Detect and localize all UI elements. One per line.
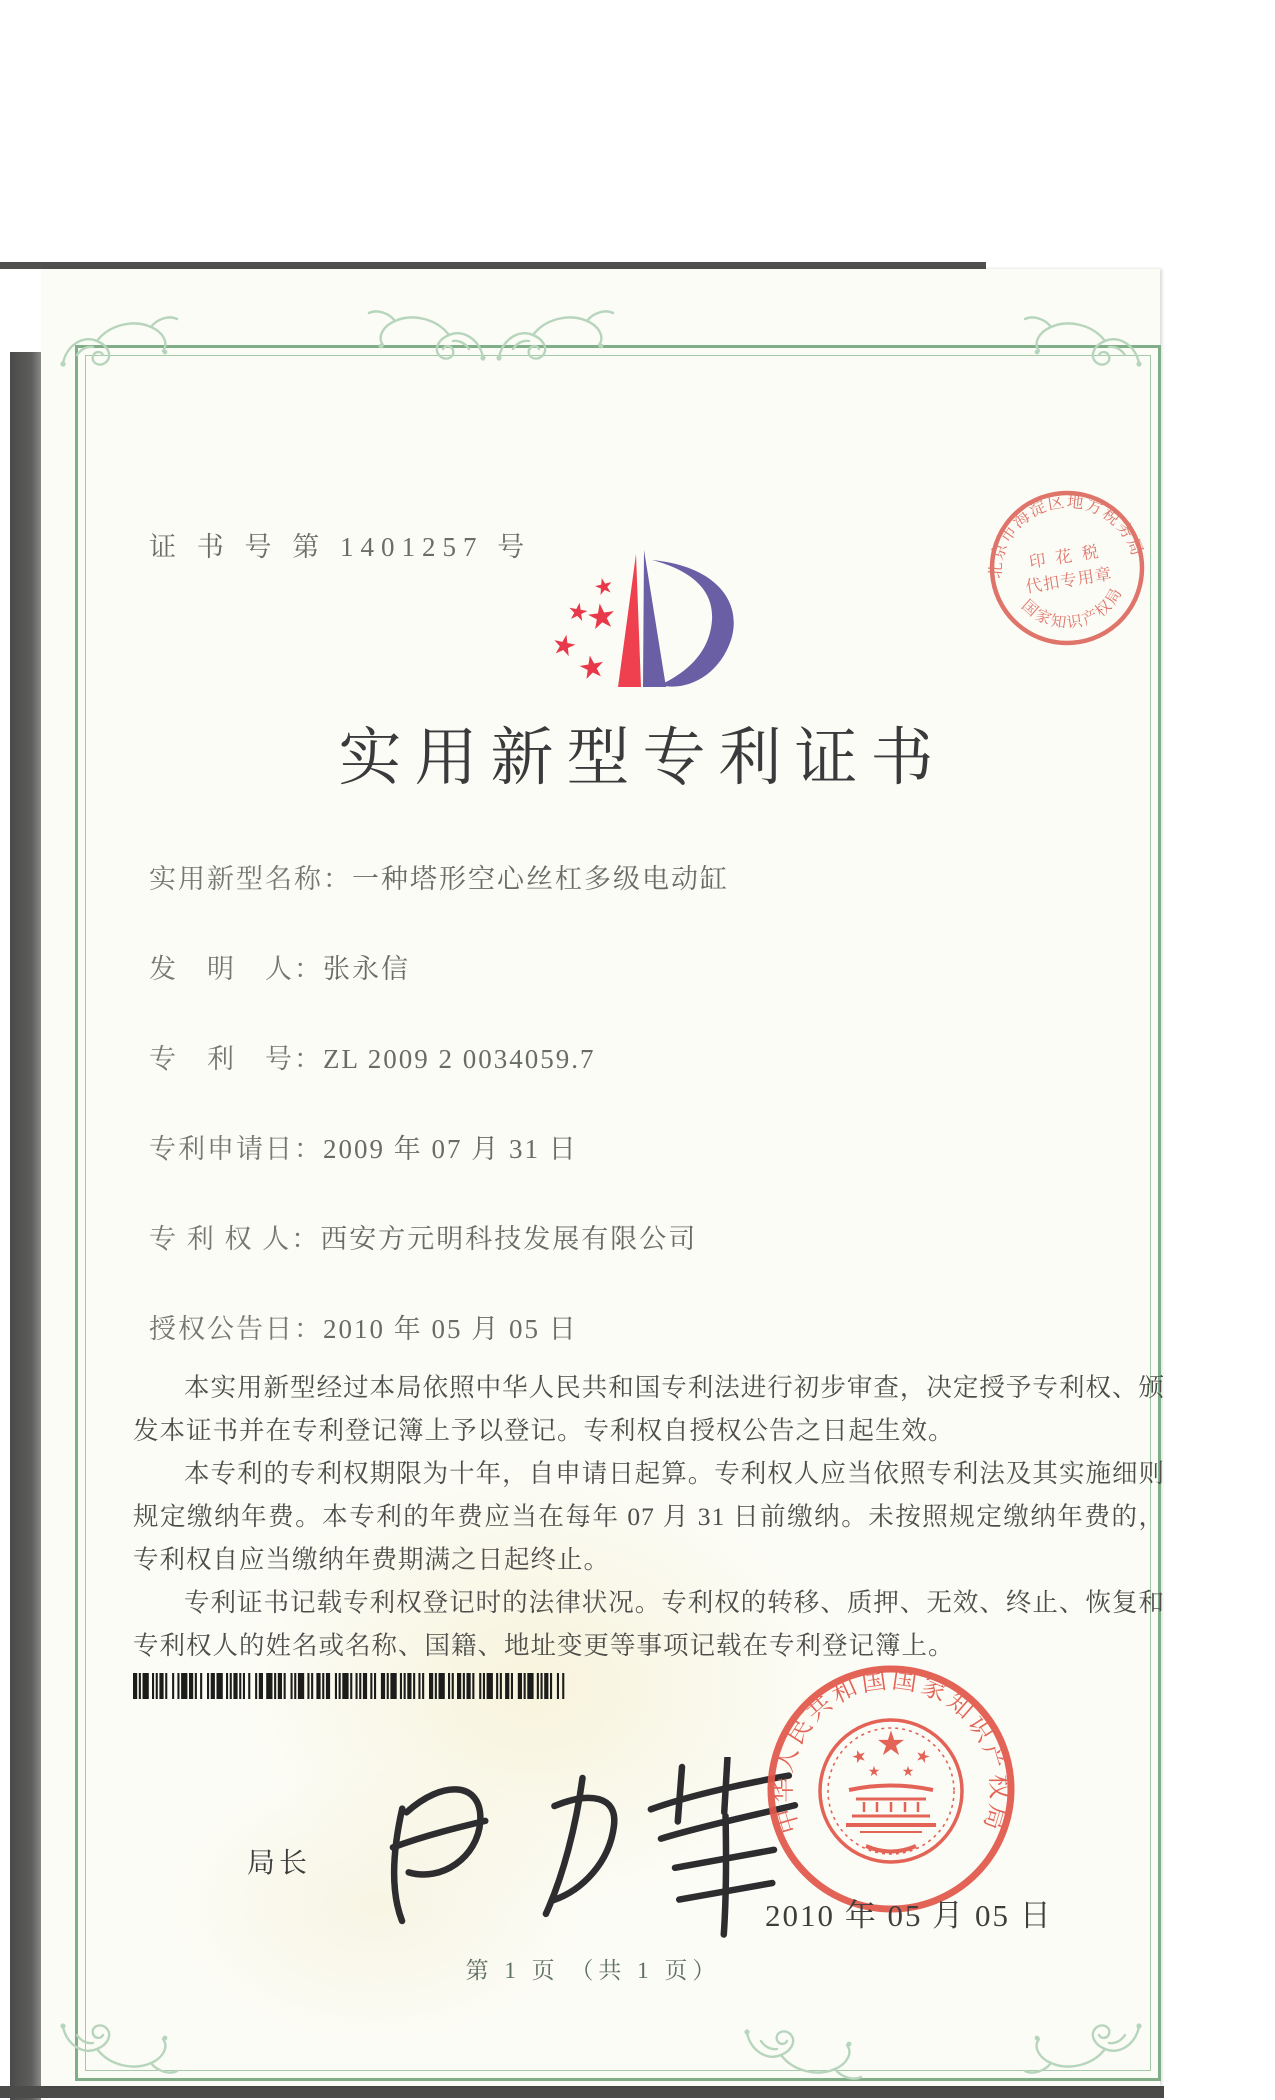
issue-date: 2010 年 05 月 05 日: [765, 1898, 1053, 1933]
field-row-inventor: [149, 947, 1129, 986]
emblem-star-icon: ★: [875, 1726, 907, 1763]
legal-text-block: [133, 1366, 1165, 1667]
logo-star-icon: ★: [591, 571, 617, 601]
certificate-title: 实用新型专利证书: [338, 723, 947, 793]
field-label: 实用新型名称：: [149, 864, 352, 894]
scan-edge-left: [10, 352, 41, 2100]
tax-stamp-arc-bottom-text: 国家知识产权局: [1018, 583, 1127, 633]
corner-flourish-bottom-left: [57, 2017, 187, 2079]
logo-star-icon: ★: [548, 628, 580, 665]
corner-flourish-bottom-right: [1015, 2017, 1145, 2079]
cnipa-logo-graphic: [511, 539, 771, 699]
field-row-patentee: [149, 1217, 1129, 1256]
field-row-filing-date: [149, 1127, 1129, 1166]
tax-stamp-center-line1: 印 花 税: [1027, 541, 1103, 572]
tax-stamp-center-line2: 代扣专用章: [1024, 564, 1114, 597]
field-value: 一种塔形空心丝杠多级电动缸: [352, 864, 729, 894]
center-flourish-top-right: [493, 305, 623, 367]
center-flourish-bottom: [741, 2023, 871, 2085]
field-value: 张永信: [323, 954, 410, 984]
body-paragraph: 本实用新型经过本局依照中华人民共和国专利法进行初步审查，决定授予专利权、颁发本证书并在专利登记簿上予以登记。专利权自授权公告之日起生效。: [133, 1373, 1165, 1445]
logo-star-icon: ★: [575, 647, 609, 687]
field-value: 2010 年 05 月 05 日: [323, 1314, 578, 1344]
barcode: [133, 1673, 565, 1699]
emblem-star-icon: ★: [848, 1745, 870, 1768]
field-label: 授权公告日：: [149, 1314, 323, 1344]
cnipa-logo: [511, 539, 771, 699]
field-label: 发 明 人：: [149, 954, 323, 984]
logo-star-icon: ★: [564, 598, 591, 628]
tax-stamp: [973, 474, 1161, 662]
field-label: 专 利 权 人：: [149, 1224, 321, 1254]
field-value: 西安方元明科技发展有限公司: [320, 1224, 698, 1254]
field-value: ZL 2009 2 0034059.7: [323, 1044, 596, 1074]
director-label: 局长: [247, 1847, 312, 1878]
tax-stamp-arc-top-text: 北京市海淀区地方税务局: [985, 491, 1148, 580]
office-seal: [762, 1660, 1020, 1918]
field-row-grant-date: [149, 1307, 1129, 1346]
corner-flourish-top-left: [57, 311, 187, 373]
national-emblem: [820, 1720, 962, 1862]
scan-edge-top: [0, 262, 986, 269]
logo-purple-bowl: [652, 560, 734, 687]
field-label: 专 利 号：: [149, 1044, 323, 1074]
logo-star-icon: ★: [583, 597, 620, 638]
center-flourish-top-left: [359, 305, 489, 367]
logo-red-spike: [618, 554, 641, 687]
emblem-star-icon: ★: [912, 1745, 934, 1768]
field-value: 2009 年 07 月 31 日: [323, 1134, 578, 1164]
field-row-patent-no: [149, 1037, 1129, 1076]
director-signature: [336, 1757, 806, 1957]
body-paragraph: 专利证书记载专利权登记时的法律状况。专利权的转移、质押、无效、终止、恢复和专利权人的姓名或名称、国籍、地址变更等事项记载在专利登记簿上。: [133, 1588, 1165, 1660]
emblem-star-icon: ★: [901, 1765, 915, 1780]
page-footer: 第 1 页 （共 1 页）: [465, 1958, 721, 1983]
logo-purple-blade: [643, 550, 666, 687]
emblem-star-icon: ★: [867, 1765, 881, 1780]
corner-flourish-top-right: [1015, 311, 1145, 373]
body-paragraph: 本专利的专利权期限为十年，自申请日起算。专利权人应当依照专利法及其实施细则规定缴纳年费。本专利的年费应当在每年 07 月 31 日前缴纳。未按照规定缴纳年费的，专利权自应当缴纳年费期满之日起终止。: [133, 1459, 1165, 1574]
field-label: 专利申请日：: [149, 1134, 323, 1164]
field-row-name: [149, 857, 1129, 896]
office-seal-ring-text: 中华人民共和国国家知识产权局: [769, 1666, 1013, 1837]
certificate-paper: [41, 269, 1165, 2086]
scan-edge-bottom: [0, 2086, 1164, 2098]
certificate-number: 证 书 号 第 1401257 号: [149, 532, 532, 562]
